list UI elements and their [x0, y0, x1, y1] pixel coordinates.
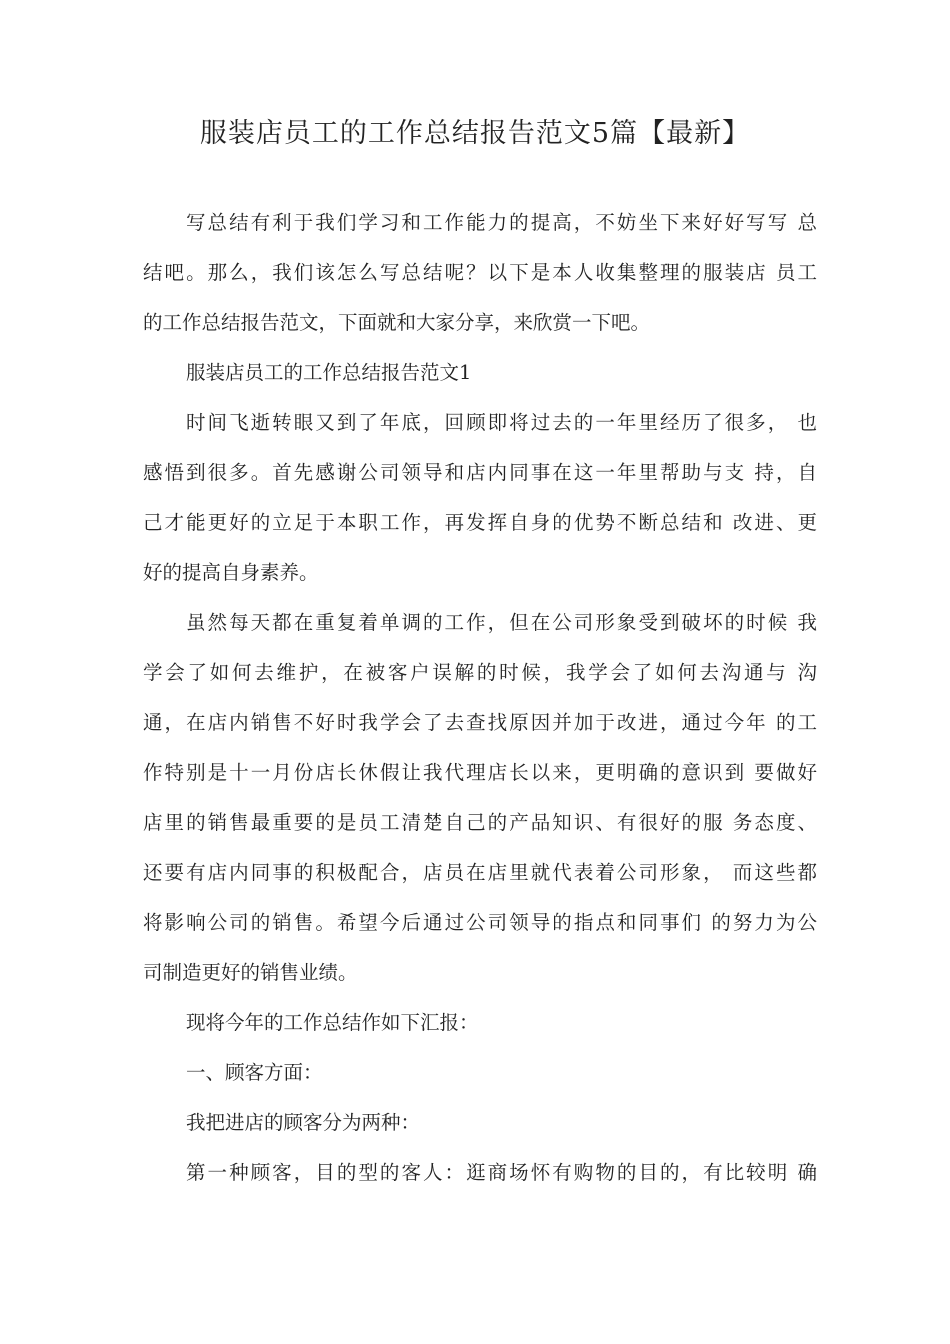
paragraph-line: 写总结有利于我们学习和工作能力的提高，不妨坐下来好好写写 总: [186, 211, 817, 234]
paragraph-line: 学会了如何去维护，在被客户误解的时候，我学会了如何去沟通与 沟: [143, 661, 817, 684]
paragraph-line: 现将今年的工作总结作如下汇报：: [186, 1011, 479, 1034]
paragraph-line: 好的提高自身素养。: [143, 561, 319, 584]
paragraph-line: 第一种顾客，目的型的客人：逛商场怀有购物的目的，有比较明 确: [186, 1161, 817, 1184]
document-title: 服装店员工的工作总结报告范文5篇【最新】: [199, 118, 751, 149]
paragraph-line: 我把进店的顾客分为两种：: [186, 1111, 421, 1134]
section-heading: 服装店员工的工作总结报告范文1: [186, 361, 472, 384]
paragraph-line: 感悟到很多。首先感谢公司领导和店内同事在这一年里帮助与支 持，自: [143, 461, 817, 484]
paragraph-line: 店里的销售最重要的是员工清楚自己的产品知识、有很好的服 务态度、: [143, 811, 817, 834]
paragraph-line: 将影响公司的销售。希望今后通过公司领导的指点和同事们 的努力为公: [143, 911, 817, 934]
paragraph-line: 通，在店内销售不好时我学会了去查找原因并加于改进，通过今年 的工: [143, 711, 817, 734]
paragraph-line: 还要有店内同事的积极配合，店员在店里就代表着公司形象， 而这些都: [143, 861, 817, 884]
paragraph-line: 作特别是十一月份店长休假让我代理店长以来，更明确的意识到 要做好: [143, 761, 817, 784]
paragraph-line: 己才能更好的立足于本职工作，再发挥自身的优势不断总结和 改进、更: [143, 511, 817, 534]
paragraph-line: 时间飞逝转眼又到了年底，回顾即将过去的一年里经历了很多， 也: [186, 411, 817, 434]
section-heading: 一、顾客方面：: [186, 1061, 323, 1084]
paragraph-line: 的工作总结报告范文，下面就和大家分享，来欣赏一下吧。: [143, 311, 651, 334]
paragraph-line: 结吧。那么，我们该怎么写总结呢？以下是本人收集整理的服装店 员工: [143, 261, 817, 284]
paragraph-line: 虽然每天都在重复着单调的工作，但在公司形象受到破坏的时候 我: [186, 611, 817, 634]
paragraph-line: 司制造更好的销售业绩。: [143, 961, 358, 984]
